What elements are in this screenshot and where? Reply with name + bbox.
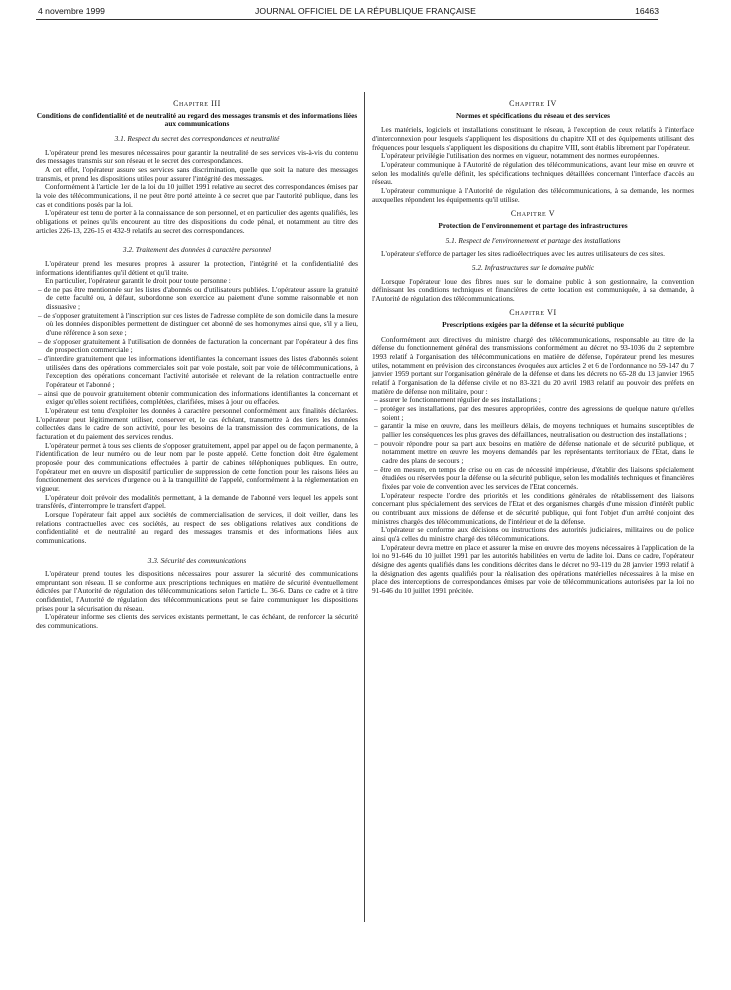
right-column [372, 100, 694, 595]
left-column [36, 100, 358, 631]
chapter-5-heading: Chapitre V [510, 209, 556, 219]
paragraph: Les matériels, logiciels et installations constituant le réseau, à l'exception de ceux relatifs à l'interface d'interconnexion pour lesquels s'appliquent les dispositions du chapitre XII et des équipements utilisant des fréquences pour lesquels s'appliquent les dispositions du chapitre VIII, sont établis librement par l'opérateur. [372, 125, 694, 152]
chapter-6-heading: Chapitre VI [509, 308, 557, 318]
chapter-3-title: Conditions de confidentialité et de neutralité au regard des messages transmis et des informations liées aux communications [36, 110, 358, 129]
paragraph: Conformément aux directives du ministre chargé des télécommunications, responsable au titre de la défense du fonctionnement général des transmissions conformément au décret no 93-1036 du 2 septembre 1993 relatif à l'organisation des télécommunications en matière de défense, l'opérateur prend les mesures utiles, notamment en prévision des circonstances évoquées aux articles 2 et 6 de l'ordonnance no 59-147 du 7 janvier 1959 portant sur l'organisation générale de la défense et dans les décrets no 65-28 du 13 janvier 1965 relatif à l'organisation de la défense civile et no 83-321 du 20 avril 1983 relatif au pouvoir des préfets en matière de défense non militaire, pour : [372, 334, 694, 396]
list-item: – de ne pas être mentionnée sur les listes d'abonnés ou d'utilisateurs publiées. L'opérateur assure la gratuité de cette faculté ou, à défaut, subordonne son exercice au paiement d'une somme raisonnable et non dissuasive ; [38, 284, 358, 312]
list-item: – protéger ses installations, par des mesures appropriées, contre des agressions de quelque nature qu'elles soient ; [374, 404, 694, 422]
list-item: – assurer le fonctionnement régulier de ses installations ; [374, 395, 541, 405]
section-3-3-heading: 3.3. Sécurité des communications [147, 555, 247, 565]
paragraph: L'opérateur s'efforce de partager les sites radioélectriques avec les autres utilisateurs de ces sites. [381, 249, 665, 259]
paragraph: L'opérateur est tenu d'exploiter les données à caractère personnel conformément aux finalités déclarées. L'opérateur peut légitimement utiliser, conserver et, le cas échéant, transmettre à des tiers les données collectées dans le cadre de son activité, pour les besoins de la transmission des communications, de la facturation et du paiement des services rendus. [36, 406, 358, 441]
list-item: – de s'opposer gratuitement à l'utilisation de données de facturation la concernant par l'opérateur à des fins de prospection commerciale ; [38, 336, 358, 355]
header-date: 4 novembre 1999 [38, 6, 105, 16]
section-5-2-heading: 5.2. Infrastructures sur le domaine public [471, 262, 595, 272]
chapter-6-title: Prescriptions exigées par la défense et la sécurité publique [442, 320, 624, 330]
paragraph: L'opérateur permet à tous ses clients de s'opposer gratuitement, appel par appel ou de façon permanente, à l'identification de leur numéro ou de leur nom par le poste appelé. Cette fonction doit être également proposée pour des communications effectuées à partir de cabines téléphoniques publiques. En outre, l'opérateur met en œuvre un dispositif particulier de suppression de cette fonction pour les raisons liées au fonctionnement des services d'urgence ou à la tranquillité de l'appelé, conformément à la réglementation en vigueur. [36, 440, 358, 493]
paragraph: L'opérateur respecte l'ordre des priorités et les conditions générales de rétablissement des liaisons concernant plus spécialement des services de l'Etat et des organismes chargés d'une mission d'intérêt public ou contribuant aux missions de défense et de sécurité publique, qui font l'objet d'un arrêté conjoint des ministres chargés des télécommunications, de l'intérieur et de la défense. [372, 490, 694, 526]
chapter-3-heading: Chapitre III [173, 99, 221, 108]
list-item: – garantir la mise en œuvre, dans les meilleurs délais, de moyens techniques et humains susceptibles de pallier les conséquences les plus graves des défaillances, neutralisation ou destruction des installations ; [374, 421, 694, 439]
paragraph: L'opérateur prend les mesures propres à assurer la protection, l'intégrité et la confidentialité des informations identifiantes qu'il détient et qu'il traite. [36, 258, 358, 277]
paragraph: L'opérateur prend les mesures nécessaires pour garantir la neutralité de ses services vis-à-vis du contenu des messages transmis sur son réseau et le secret des correspondances. [36, 147, 358, 166]
column-divider [364, 92, 365, 922]
header-page-number: 16463 [635, 6, 659, 16]
paragraph: Conformément à l'article 1er de la loi du 10 juillet 1991 relative au secret des correspondances émises par la voie des télécommunications, il ne peut être porté atteinte à ce secret que par l'autorité publique, dans les cas et conditions posés par la loi. [36, 182, 358, 209]
chapter-4-title: Normes et spécifications du réseau et des services [456, 110, 610, 120]
header-rule [36, 19, 658, 20]
paragraph: L'opérateur communique à l'Autorité de régulation des télécommunications, avant leur mise en œuvre et selon les modalités qu'elle définit, les spécifications techniques détaillées concernant l'interface d'accès au réseau. [372, 159, 694, 187]
paragraph: L'opérateur doit prévoir des modalités permettant, à la demande de l'abonné vers lequel les appels sont transférés, d'interrompre le transfert d'appel. [36, 492, 358, 511]
paragraph: L'opérateur privilégie l'utilisation des normes en vigueur, notamment des normes européennes. [381, 151, 660, 161]
section-3-1-heading: 3.1. Respect du secret des correspondances et neutralité [114, 133, 280, 143]
paragraph: En particulier, l'opérateur garantit le droit pour toute personne : [45, 276, 231, 286]
list-item: – être en mesure, en temps de crise ou en cas de nécessité impérieuse, d'établir des liaisons spécialement étudiées ou réservées pour la défense ou la sécurité publique, selon les modalités techniques et financières fixées par voie de convention avec les services de l'Etat concernés. [374, 464, 694, 491]
paragraph: Lorsque l'opérateur loue des fibres nues sur le domaine public à son gestionnaire, la convention définissant les conditions techniques et financières de cette location est communiquée, à sa demande, à l'Autorité de régulation des télécommunications. [372, 276, 694, 303]
chapter-4-heading: Chapitre IV [509, 99, 557, 108]
chapter-5-title: Protection de l'environnement et partage des infrastructures [438, 220, 628, 230]
paragraph: L'opérateur devra mettre en place et assurer la mise en œuvre des moyens nécessaires à l'application de la loi no 91-646 du 10 juillet 1991 par les autorités habilitées en vertu de ladite loi. Dans ce cadre, l'opérateur désigne des agents qualifiés dans les conditions décrites dans le décret no 93-119 du 28 janvier 1993 relatif à la désignation des agents qualifiés pour la réalisation des opérations matérielles nécessaires à la mise en place des interceptions de correspondances émises par voie de télécommunications autorisées par la loi no 91-646 du 10 juillet 1991 précitée. [372, 542, 694, 595]
defense-measures-list [372, 396, 694, 491]
paragraph: L'opérateur se conforme aux décisions ou instructions des autorités judiciaires, militaires ou de police ainsi qu'à celles du ministre chargé des télécommunications. [372, 525, 694, 543]
paragraph: L'opérateur communique à l'Autorité de régulation des télécommunications, à sa demande, les normes auxquelles répondent les équipements qu'il utilise. [372, 185, 694, 204]
paragraph: L'opérateur informe ses clients des services existants permettant, le cas échéant, de renforcer la sécurité des communications. [36, 612, 358, 631]
list-item: – pouvoir répondre pour sa part aux besoins en matière de défense nationale et de sécurité publique, et notamment mettre en œuvre les moyens demandés par les représentants territoriaux de l'Etat, dans le cadre des plans de secours ; [374, 438, 694, 465]
section-3-2-heading: 3.2. Traitement des données à caractère personnel [122, 245, 272, 255]
list-item: – de s'opposer gratuitement à l'inscription sur ces listes de l'adresse complète de son domicile dans la mesure où les données disponibles permettent de distinguer cet abonné de ses homonymes ainsi que, s'il y a lieu, d'une référence à son sexe ; [38, 310, 358, 338]
header-journal-title: JOURNAL OFFICIEL DE LA RÉPUBLIQUE FRANÇAISE [255, 6, 476, 16]
section-5-1-heading: 5.1. Respect de l'environnement et partage des installations [445, 235, 621, 245]
list-item: – ainsi que de pouvoir gratuitement obtenir communication des informations identifiantes la concernant et exiger qu'elles soient rectifiées, complétées, clarifiées, mises à jour ou effacées. [38, 388, 358, 407]
paragraph: L'opérateur prend toutes les dispositions nécessaires pour assurer la sécurité des communications empruntant son réseau. Il se conforme aux prescriptions techniques en matière de sécurité éventuellement édictées par l'Autorité de régulation des télécommunications selon l'article L. 36-6. Dans ce cadre et à titre confidentiel, l'Autorité de régulation des télécommunications peut se faire communiquer les dispositions prises pour la sécurisation du réseau. [36, 569, 358, 613]
paragraph: Lorsque l'opérateur fait appel aux sociétés de commercialisation de services, il doit veiller, dans les relations contractuelles avec ces sociétés, au respect de ses obligations relatives aux conditions de confidentialité et de neutralité au regard des messages transmis et des informations liées aux communications. [36, 509, 358, 545]
list-item: – d'interdire gratuitement que les informations identifiantes la concernant issues des listes d'abonnés soient utilisées dans des opérations commerciales soit par voie postale, soit par voie de télécommunications, à l'exception des opérations concernant l'activité autorisée et relevant de la relation contractuelle entre l'opérateur et l'abonné ; [38, 354, 358, 390]
rights-list [36, 286, 358, 407]
paragraph: A cet effet, l'opérateur assure ses services sans discrimination, quelle que soit la nature des messages transmis, et prend les dispositions utiles pour assurer l'intégrité des messages. [36, 164, 358, 183]
paragraph: L'opérateur est tenu de porter à la connaissance de son personnel, et en particulier des agents qualifiés, les obligations et peines qu'ils encourent au titre des dispositions du code pénal, et notamment au titre des articles 226-13, 226-15 et 432-9 relatifs au secret des correspondances. [36, 208, 358, 235]
